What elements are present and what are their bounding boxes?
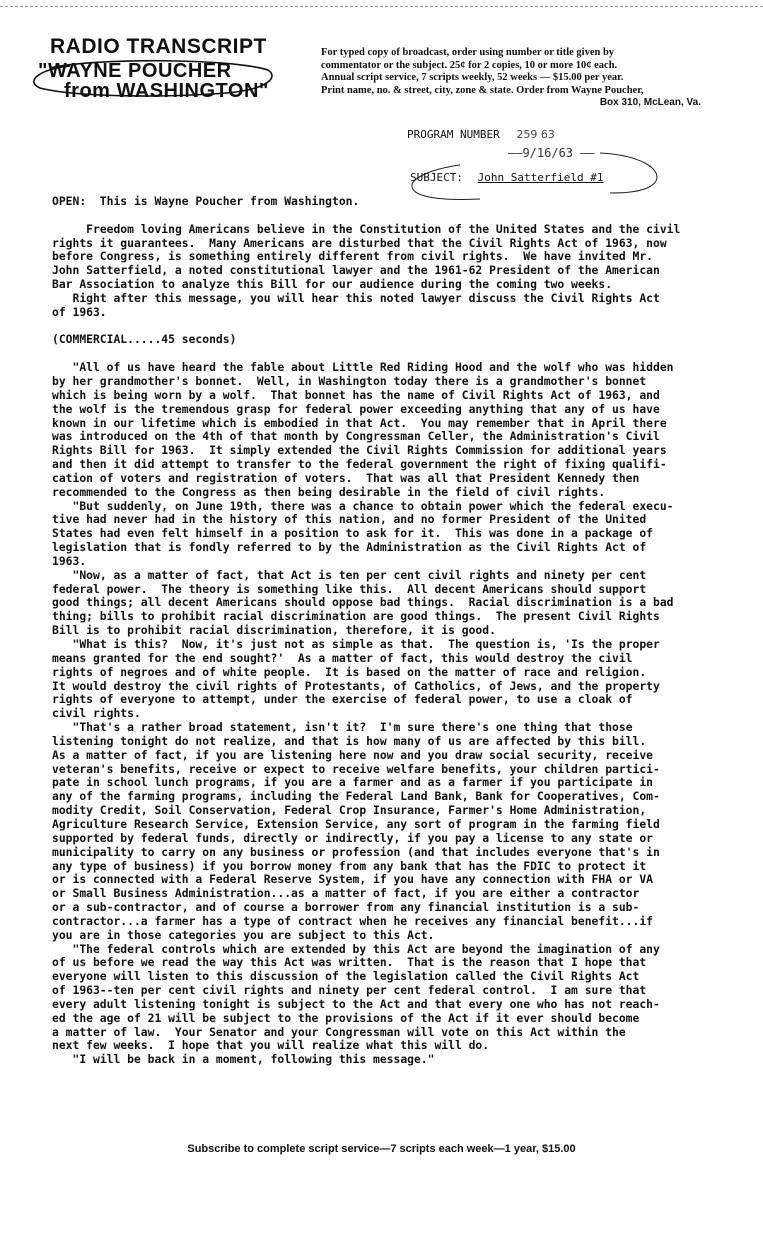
subject-label: SUBJECT: [410, 171, 463, 184]
program-number-value: 259 63 [516, 128, 555, 141]
opening-line: OPEN: This is Wayne Poucher from Washington. [52, 194, 360, 208]
subject-line [410, 171, 603, 184]
main-transcript: "All of us have heard the fable about Little Red Riding Hood and the wolf who was hidden by her grandmother's bonnet. Well, in Washington today there is a grandmother's bonnet which is being worn by a wolf. That bonnet has the name of Civil Rights Act of 1963, and the wolf is the tremendous grasp for federal power exceeding anything that any of us have known in our lifetime which is embodied in that Act. You may remember that in April there was introduced on the 4th of that month by Congressman Celler, the Administration's Civil Rights Bill for 1963. It simply extended the Civil Rights Commission for additional years and then it did attempt to transfer to the federal government the right of fixing qualifi- cation of voters and registration of voters. That was all that President Kennedy then recommended to the Congress as then being desirable in the field of civil rights. "But suddenly, on June 19th, there was a chance to obtain power which the federal execu- tive had never had in the history of this nation, and no former President of the United States had even felt himself in a position to ask for it. This was done in a package of legislation that is fondly referred to by the Administration as the Civil Rights Act of 1963. "Now, as a matter of fact, that Act is ten per cent civil rights and ninety per cent federal power. The theory is something like this. All decent Americans should support good things; all decent Americans should oppose bad things. Racial discrimination is a bad thing; bills to prohibit racial discrimination are good things. The present Civil Rights Bill is to prohibit racial discrimination, therefore, it is good. "What is this? Now, it's just not as simple as that. The question is, 'Is the proper means granted for the end sought?' As a matter of fact, this would destroy the civil rights of negroes and of white people. It is based on the matter of race and religion. It would destroy the civil rights of Protestants, of Catholics, of Jews, and the property rights of everyone to attempt, under the exercise of federal power, to use a cloak of civil rights. "That's a rather broad statement, isn't it? I'm sure there's one thing that those listening tonight do not realize, and that is how many of us are affected by this bill. As a matter of fact, if you are listening here now and you draw social security, receive veteran's benefits, receive or expect to receive welfare benefits, your children partici- pate in school lunch programs, if you are a farmer and as a farmer if you participate in any of the farming programs, including the Federal Land Bank, Bank for Cooperatives, Com- modity Credit, Soil Conservation, Federal Crop Insurance, Farmer's Home Administration, Agriculture Research Service, Extension Service, any sort of program in the farming field supported by federal funds, directly or indirectly, if you pay a license to any state or municipality to carry on any business or profession (and that includes everyone that's in any type of business) if you borrow money from any bank that has the FDIC to protect it or is connected with a Federal Reserve System, if you have any connection with FHA or VA or Small Business Administration...as a matter of fact, if you are either a contractor or a sub-contractor, and of course a borrower from any financial institution is a sub- contractor...a farmer has a type of contract when he receives any financial benefit...if you are in those categories you are subject to this Act. "The federal controls which are extended by this Act are beyond the imagination of any of us before we read the way this Act was written. That is the reason that I hope that everyone will listen to this discussion of the legislation called the Civil Rights Act of 1963--ten per cent civil rights and ninety per cent federal control. I am sure that every adult listening tonight is subject to the Act and that every one who has not reach- ed the age of 21 will be subject to the provisions of the Act if it ever should become a matter of law. Your Senator and your Congressman will vote on this Act within the next few weeks. I hope that you will realize what this will do. "I will be back in a moment, following this message." [52, 360, 674, 1067]
spacer [52, 320, 712, 334]
masthead-oval [30, 56, 280, 102]
spacer [52, 209, 712, 223]
commercial-note: (COMMERCIAL.....45 seconds) [52, 332, 237, 347]
tear-line [0, 0, 763, 7]
order-contact: Box 310, McLean, Va. [599, 97, 701, 109]
intro-paragraph: Freedom loving Americans believe in the Constitution of the United States and the civil rights it guarantees. Many Americans are disturbed that the Civil Rights Act of 1963, now before Congress, is something entirely different from civil rights. We have invited Mr. John Satterfield, a noted constitutional lawyer and the 1961-62 President of the American Bar Association to analyze this Bill for our audience during the coming two weeks. Right after this message, you will hear this noted lawyer discuss the Civil Rights Act of 1963. [52, 221, 681, 319]
order-info-line: For typed copy of broadcast, order using number or title given by [321, 47, 615, 58]
masthead-logo [30, 36, 300, 101]
order-info [321, 47, 701, 110]
subscription-footer: Subscribe to complete script service—7 scripts each week—1 year, $15.00 [187, 1143, 576, 1155]
order-info-line: Annual script service, 7 scripts weekly, 52 weeks — $15.00 per year. [321, 72, 624, 84]
masthead-name: "WAYNE POUCHER [38, 60, 232, 82]
masthead-location: from WASHINGTON" [64, 80, 269, 102]
program-date-value: 9/16/63 [522, 146, 574, 160]
transcript-body [52, 195, 712, 1067]
order-info-line: Print name, no. & street, city, zone & state. Order from Wayne Poucher, [321, 84, 644, 96]
order-info-line: commentator or the subject. 25¢ for 2 copies, 10 or more 10¢ each. [321, 59, 618, 71]
spacer [52, 347, 712, 361]
subject-value: John Satterfield #1 [477, 171, 604, 184]
program-number-label: PROGRAM NUMBER [407, 128, 500, 141]
program-number [407, 128, 555, 141]
masthead-title: RADIO TRANSCRIPT [50, 35, 267, 58]
program-date: ——9/16/63 —— [508, 146, 595, 160]
